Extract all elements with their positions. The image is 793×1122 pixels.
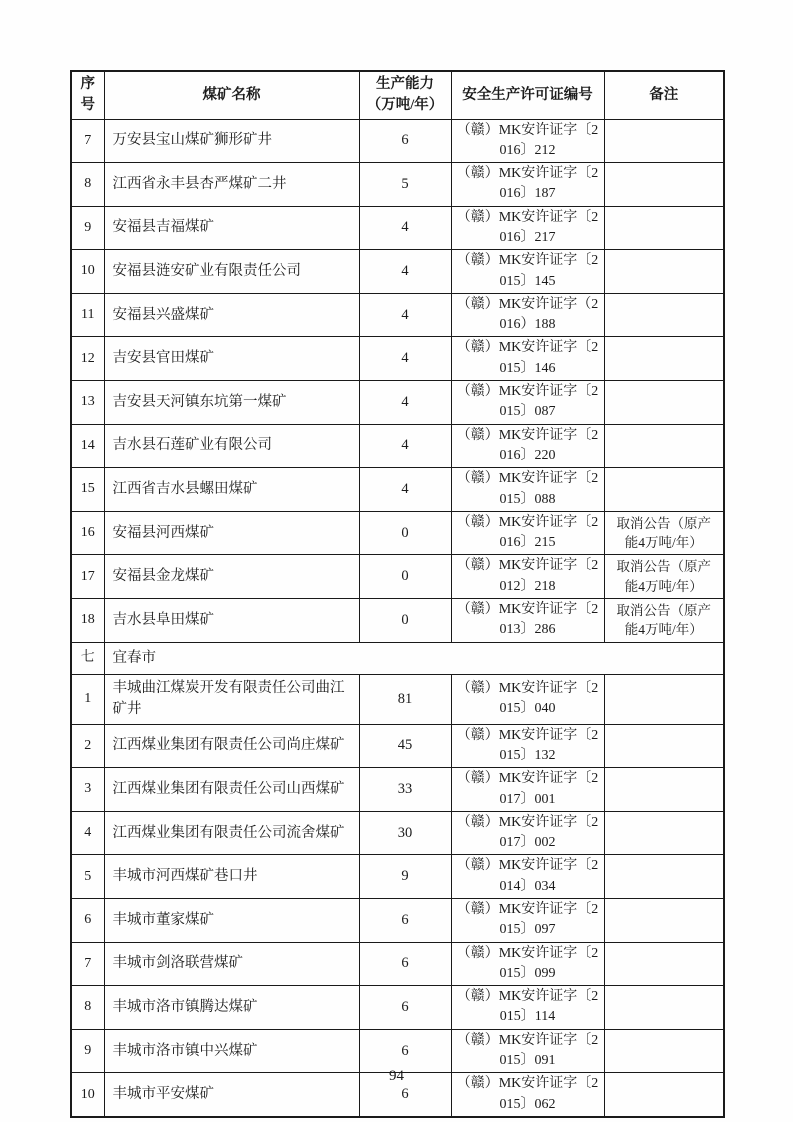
mine-name-cell: 安福县吉福煤矿 [104, 206, 359, 250]
license-cell: （赣）MK安许证字〔2015〕097 [451, 899, 604, 943]
table-row [71, 337, 724, 381]
mine-name-cell: 江西煤业集团有限责任公司流舍煤矿 [104, 811, 359, 855]
row-number-cell: 4 [71, 811, 104, 855]
capacity-cell: 5 [359, 163, 451, 207]
capacity-cell: 4 [359, 250, 451, 294]
row-number-cell: 2 [71, 724, 104, 768]
table-row [71, 555, 724, 599]
capacity-cell: 4 [359, 424, 451, 468]
row-number-cell: 9 [71, 1029, 104, 1073]
mine-name-cell: 安福县河西煤矿 [104, 511, 359, 555]
capacity-cell: 6 [359, 119, 451, 163]
license-cell: （赣）MK安许证字〔2015〕146 [451, 337, 604, 381]
mine-name-cell: 江西煤业集团有限责任公司尚庄煤矿 [104, 724, 359, 768]
capacity-cell: 6 [359, 942, 451, 986]
note-cell [604, 855, 724, 899]
table-row [71, 674, 724, 724]
capacity-cell: 4 [359, 468, 451, 512]
note-cell [604, 811, 724, 855]
row-number-cell: 11 [71, 293, 104, 337]
capacity-cell: 4 [359, 293, 451, 337]
mine-name-cell: 万安县宝山煤矿狮形矿井 [104, 119, 359, 163]
page-number: 94 [389, 1068, 404, 1084]
note-cell [604, 724, 724, 768]
row-number-cell: 18 [71, 599, 104, 643]
capacity-cell: 4 [359, 337, 451, 381]
note-cell [604, 468, 724, 512]
capacity-cell: 6 [359, 1073, 451, 1117]
table-row [71, 293, 724, 337]
capacity-cell: 9 [359, 855, 451, 899]
note-cell [604, 381, 724, 425]
mine-name-cell: 江西省吉水县螺田煤矿 [104, 468, 359, 512]
row-number-cell: 10 [71, 250, 104, 294]
license-cell: （赣）MK安许证字〔2012〕218 [451, 555, 604, 599]
license-cell: （赣）MK安许证字〔2015〕132 [451, 724, 604, 768]
header-mine-name: 煤矿名称 [104, 71, 359, 119]
note-cell: 取消公告（原产能4万吨/年） [604, 599, 724, 643]
note-cell [604, 1029, 724, 1073]
license-cell: （赣）MK安许证字〔2015〕114 [451, 986, 604, 1030]
row-number-cell: 14 [71, 424, 104, 468]
license-cell: （赣）MK安许证字〔2016〕217 [451, 206, 604, 250]
row-number-cell: 15 [71, 468, 104, 512]
row-number-cell: 12 [71, 337, 104, 381]
table-row [71, 899, 724, 943]
table-row [71, 724, 724, 768]
table-row [71, 986, 724, 1030]
table-row [71, 119, 724, 163]
license-cell: （赣）MK安许证字（2016）188 [451, 293, 604, 337]
mine-name-cell: 丰城市河西煤矿巷口井 [104, 855, 359, 899]
note-cell [604, 986, 724, 1030]
section-city-cell: 宜春市 [104, 642, 724, 674]
table-row [71, 468, 724, 512]
license-cell: （赣）MK安许证字〔2015〕087 [451, 381, 604, 425]
mine-name-cell: 丰城市剑洛联营煤矿 [104, 942, 359, 986]
table-row [71, 599, 724, 643]
note-cell [604, 674, 724, 724]
row-number-cell: 16 [71, 511, 104, 555]
license-cell: （赣）MK安许证字〔2015〕088 [451, 468, 604, 512]
license-cell: （赣）MK安许证字〔2016〕187 [451, 163, 604, 207]
header-note: 备注 [604, 71, 724, 119]
note-cell [604, 206, 724, 250]
row-number-cell: 1 [71, 674, 104, 724]
capacity-cell: 0 [359, 599, 451, 643]
mine-name-cell: 吉水县石莲矿业有限公司 [104, 424, 359, 468]
table-row [71, 163, 724, 207]
note-cell [604, 293, 724, 337]
license-cell: （赣）MK安许证字〔2017〕001 [451, 768, 604, 812]
section-row [71, 642, 724, 674]
row-number-cell: 6 [71, 899, 104, 943]
note-cell: 取消公告（原产能4万吨/年） [604, 555, 724, 599]
table-row [71, 855, 724, 899]
license-cell: （赣）MK安许证字〔2013〕286 [451, 599, 604, 643]
mine-name-cell: 丰城市董家煤矿 [104, 899, 359, 943]
table-row [71, 811, 724, 855]
license-cell: （赣）MK安许证字〔2014〕034 [451, 855, 604, 899]
mine-name-cell: 丰城市平安煤矿 [104, 1073, 359, 1117]
license-cell: （赣）MK安许证字〔2016〕212 [451, 119, 604, 163]
row-number-cell: 8 [71, 163, 104, 207]
row-number-cell: 8 [71, 986, 104, 1030]
capacity-cell: 0 [359, 511, 451, 555]
row-number-cell: 13 [71, 381, 104, 425]
capacity-cell: 45 [359, 724, 451, 768]
row-number-cell: 9 [71, 206, 104, 250]
license-cell: （赣）MK安许证字〔2016〕220 [451, 424, 604, 468]
header-capacity-line1: 生产能力 [376, 76, 434, 93]
mine-name-cell: 安福县金龙煤矿 [104, 555, 359, 599]
note-cell: 取消公告（原产能4万吨/年） [604, 511, 724, 555]
capacity-cell: 4 [359, 381, 451, 425]
note-cell [604, 250, 724, 294]
capacity-cell: 4 [359, 206, 451, 250]
note-cell [604, 899, 724, 943]
note-cell [604, 942, 724, 986]
note-cell [604, 768, 724, 812]
table-row [71, 768, 724, 812]
license-cell: （赣）MK安许证字〔2015〕062 [451, 1073, 604, 1117]
header-no: 序号 [71, 71, 104, 119]
row-number-cell: 7 [71, 119, 104, 163]
note-cell [604, 163, 724, 207]
header-capacity-line2: （万吨/年） [366, 97, 444, 114]
capacity-cell: 6 [359, 899, 451, 943]
license-cell: （赣）MK安许证字〔2015〕040 [451, 674, 604, 724]
table-row [71, 511, 724, 555]
row-number-cell: 17 [71, 555, 104, 599]
section-marker-cell: 七 [71, 642, 104, 674]
note-cell [604, 424, 724, 468]
mine-name-cell: 丰城市洛市镇中兴煤矿 [104, 1029, 359, 1073]
row-number-cell: 7 [71, 942, 104, 986]
note-cell [604, 119, 724, 163]
note-cell [604, 337, 724, 381]
mine-name-cell: 吉水县阜田煤矿 [104, 599, 359, 643]
mine-name-cell: 吉安县天河镇东坑第一煤矿 [104, 381, 359, 425]
capacity-cell: 33 [359, 768, 451, 812]
license-cell: （赣）MK安许证字〔2017〕002 [451, 811, 604, 855]
row-number-cell: 10 [71, 1073, 104, 1117]
license-cell: （赣）MK安许证字〔2015〕099 [451, 942, 604, 986]
coal-mine-table [70, 70, 725, 1118]
header-capacity [359, 71, 451, 119]
mine-name-cell: 丰城曲江煤炭开发有限责任公司曲江矿井 [104, 674, 359, 724]
capacity-cell: 30 [359, 811, 451, 855]
mine-name-cell: 安福县涟安矿业有限责任公司 [104, 250, 359, 294]
table-row [71, 206, 724, 250]
table-row [71, 250, 724, 294]
mine-name-cell: 江西煤业集团有限责任公司山西煤矿 [104, 768, 359, 812]
license-cell: （赣）MK安许证字〔2015〕091 [451, 1029, 604, 1073]
license-cell: （赣）MK安许证字〔2015〕145 [451, 250, 604, 294]
table-row [71, 381, 724, 425]
mine-name-cell: 丰城市洛市镇腾达煤矿 [104, 986, 359, 1030]
license-cell: （赣）MK安许证字〔2016〕215 [451, 511, 604, 555]
mine-name-cell: 吉安县官田煤矿 [104, 337, 359, 381]
capacity-cell: 81 [359, 674, 451, 724]
header-row [71, 71, 724, 119]
header-license: 安全生产许可证编号 [451, 71, 604, 119]
mine-name-cell: 江西省永丰县杏严煤矿二井 [104, 163, 359, 207]
table-row [71, 942, 724, 986]
row-number-cell: 5 [71, 855, 104, 899]
row-number-cell: 3 [71, 768, 104, 812]
table-row [71, 424, 724, 468]
capacity-cell: 0 [359, 555, 451, 599]
mine-name-cell: 安福县兴盛煤矿 [104, 293, 359, 337]
capacity-cell: 6 [359, 1029, 451, 1073]
table-row [71, 1029, 724, 1073]
capacity-cell: 6 [359, 986, 451, 1030]
